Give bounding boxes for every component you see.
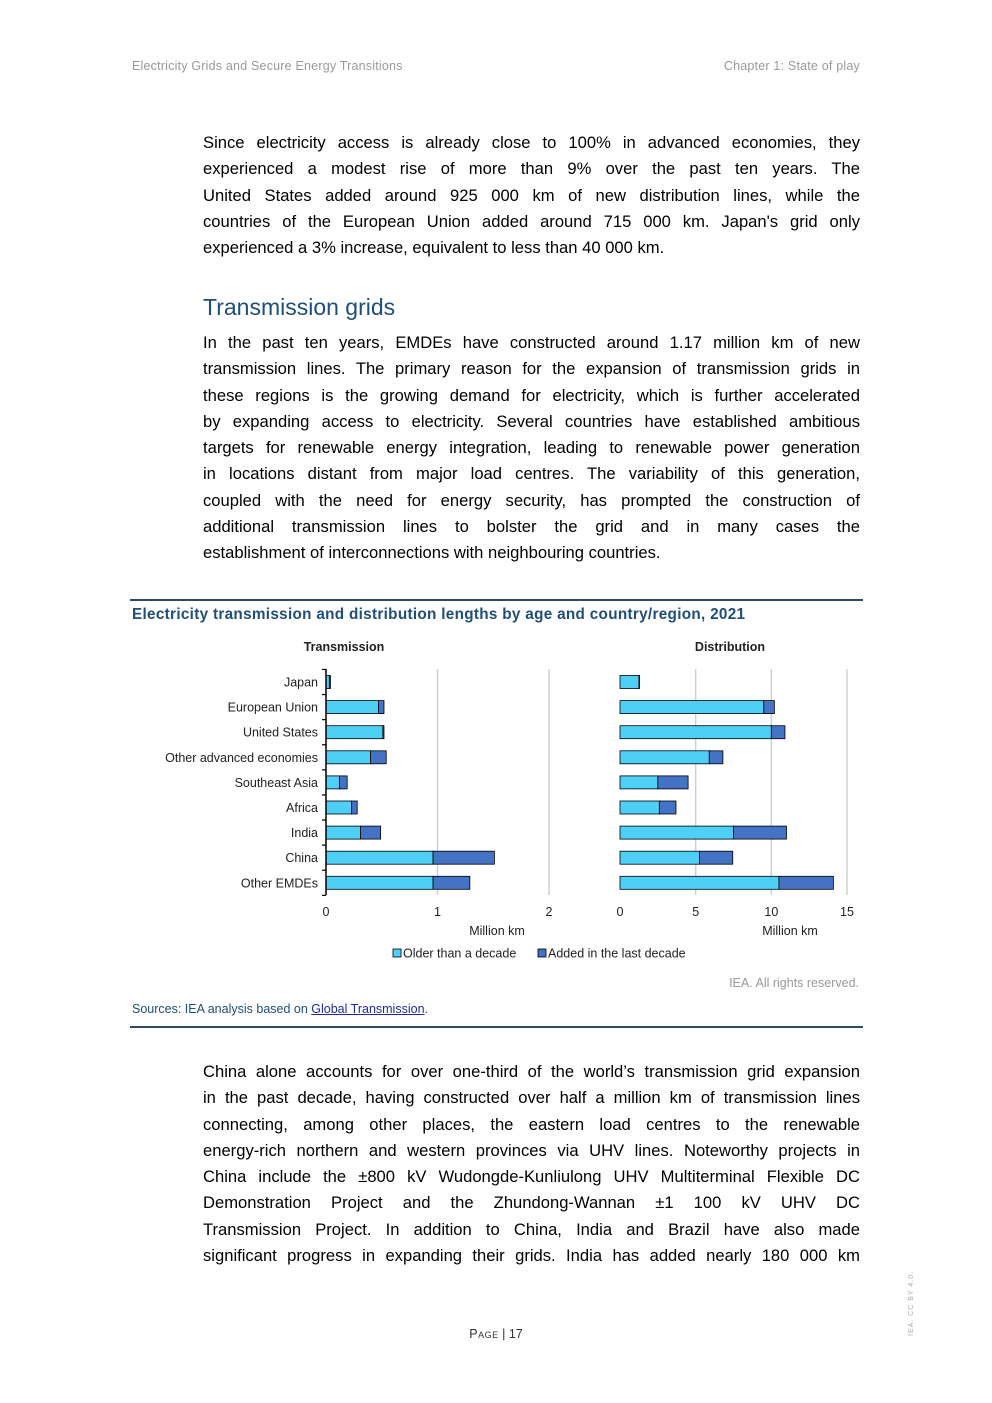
bar-older <box>620 801 659 814</box>
x-tick-label: 0 <box>322 905 330 919</box>
legend-label-older: Older than a decade <box>403 946 517 961</box>
bar-added <box>709 751 723 764</box>
bar-older <box>326 801 352 814</box>
bar-older <box>326 726 383 739</box>
legend-swatch-older <box>393 949 401 957</box>
page-label: Page <box>469 1327 499 1341</box>
text-line: China include the ±800 kV Wudongde-Kunliulong UHV Multiterminal Flexible DC <box>203 1167 860 1187</box>
bar-older <box>620 826 734 839</box>
legend-swatch-added <box>538 949 546 957</box>
bar-older <box>620 751 709 764</box>
bar-added <box>658 776 688 789</box>
category-label: India <box>290 826 318 841</box>
sources-link[interactable]: Global Transmission <box>311 1002 425 1016</box>
bar-older <box>620 776 658 789</box>
x-tick-label: 0 <box>616 905 624 919</box>
page-number <box>0 1327 992 1341</box>
panel-title: Distribution <box>694 640 766 654</box>
text-line: in locations distant from major load centres. The variability of this generation, <box>203 464 860 484</box>
x-tick-label: 10 <box>764 905 779 919</box>
paragraph-china <box>203 1059 860 1269</box>
running-header-title: Electricity Grids and Secure Energy Transitions <box>132 59 403 73</box>
bar-older <box>326 826 361 839</box>
text-line: coupled with the need for energy security, has prompted the construction of <box>203 490 860 510</box>
x-tick-label: 2 <box>545 905 553 919</box>
figure-title: Electricity transmission and distribution lengths by age and country/region, 2021 <box>132 606 746 623</box>
text-line: Since electricity access is already close to 100% in advanced economies, they <box>203 133 860 152</box>
bar-added <box>433 876 470 889</box>
x-tick-label: 5 <box>692 905 700 919</box>
bar-added <box>339 776 347 789</box>
category-label: United States <box>242 725 318 740</box>
text-line: transmission lines. The primary reason for the expansion of transmission grids in <box>203 359 860 379</box>
bar-older <box>620 851 699 864</box>
category-label: Other advanced economies <box>165 750 318 765</box>
x-axis-label: Million km <box>469 924 525 938</box>
page-separator: | <box>498 1327 509 1341</box>
bar-older <box>620 701 764 714</box>
bar-added <box>764 701 775 714</box>
bar-older <box>620 726 771 739</box>
bar-added <box>779 876 833 889</box>
category-label: Japan <box>283 675 318 690</box>
text-line: by expanding access to electricity. Several countries have established ambitious <box>203 411 860 431</box>
text-line: In the past ten years, EMDEs have constructed around 1.17 million km of new <box>203 333 860 352</box>
bar-older <box>326 851 433 864</box>
page-number-value: 17 <box>508 1327 523 1341</box>
text-line: countries of the European Union added around 715 000 km. Japan's grid only <box>203 211 860 231</box>
x-tick-label: 15 <box>840 905 854 919</box>
category-label: European Union <box>227 700 318 715</box>
legend-label-added: Added in the last decade <box>548 946 686 961</box>
category-label: Africa <box>286 801 318 815</box>
section-title: Transmission grids <box>203 294 396 320</box>
text-line: United States added around 925 000 km of new distribution lines, while the <box>203 185 860 205</box>
bar-added <box>361 826 381 839</box>
text-line: additional transmission lines to bolster the grid and in many cases the <box>203 517 860 537</box>
bar-older <box>326 701 378 714</box>
text-line: significant progress in expanding their grids. India has added nearly 180 000 km <box>203 1246 860 1266</box>
text-line: connecting, among other places, the eastern load centres to the renewable <box>203 1114 860 1134</box>
text-line: Transmission Project. In addition to China, India and Brazil have also made <box>203 1219 860 1239</box>
text-line: Demonstration Project and the Zhundong-Wannan ±1 100 kV UHV DC <box>203 1193 860 1213</box>
text-line: in the past decade, having constructed over half a million km of transmission lines <box>203 1088 860 1108</box>
text-line: establishment of interconnections with neighbouring countries. <box>203 543 661 563</box>
bar-older <box>620 676 639 689</box>
text-line: these regions is the growing demand for electricity, which is further accelerated <box>203 385 860 405</box>
x-axis-label: Million km <box>762 924 818 938</box>
x-tick-label: 1 <box>434 905 441 919</box>
license-text: IEA. CC BY 4.0. <box>908 1270 915 1336</box>
bar-added <box>383 726 384 739</box>
bar-older <box>620 876 779 889</box>
figure-bottom-rule <box>130 1026 863 1028</box>
panel-title: Transmission <box>303 640 385 654</box>
bar-added <box>352 801 358 814</box>
text-line: China alone accounts for over one-third of the world’s transmission grid expansion <box>203 1062 860 1081</box>
category-label: Southeast Asia <box>234 775 318 790</box>
sources-prefix: Sources: IEA analysis based on <box>132 1002 312 1016</box>
text-line: experienced a 3% increase, equivalent to less than 40 000 km. <box>203 238 665 258</box>
text-line: targets for renewable energy integration, leading to renewable power generation <box>203 438 860 458</box>
rights-notice: IEA. All rights reserved. <box>729 976 859 990</box>
bar-added <box>329 676 330 689</box>
bar-older <box>326 776 339 789</box>
bar-added <box>734 826 787 839</box>
bar-older <box>326 751 371 764</box>
category-label: Other EMDEs <box>240 876 318 891</box>
text-line: energy-rich northern and western provinces via UHV lines. Noteworthy projects in <box>203 1140 860 1160</box>
category-label: China <box>285 851 318 866</box>
sources-suffix: . <box>424 1002 429 1016</box>
bar-added <box>433 851 494 864</box>
running-header-chapter: Chapter 1: State of play <box>723 59 860 73</box>
bar-added <box>371 751 387 764</box>
bar-added <box>699 851 732 864</box>
bar-added <box>659 801 676 814</box>
bar-added <box>771 726 785 739</box>
bar-added <box>378 701 384 714</box>
figure-sources <box>132 1002 428 1016</box>
text-line: experienced a modest rise of more than 9% over the past ten years. The <box>203 159 860 179</box>
bar-older <box>326 876 433 889</box>
bar-added <box>639 676 640 689</box>
